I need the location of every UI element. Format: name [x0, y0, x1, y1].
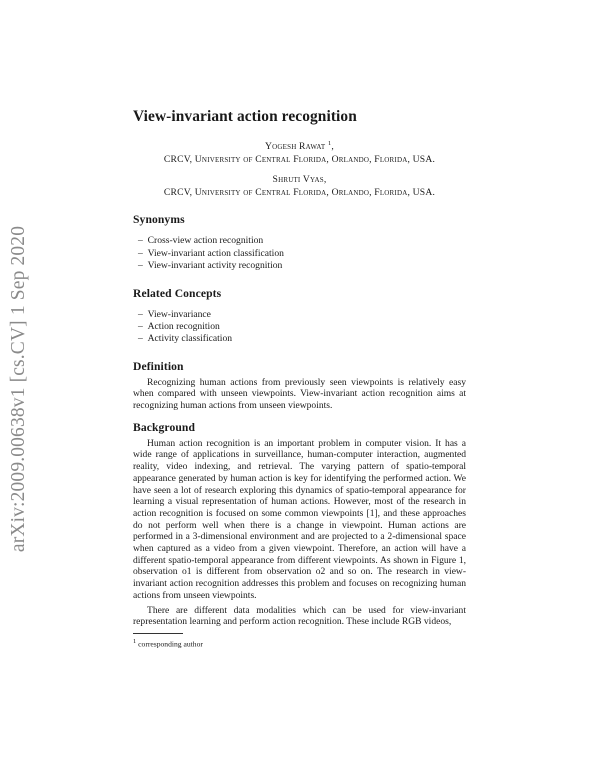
arxiv-watermark [2, 210, 36, 568]
section-background [133, 421, 466, 628]
section-heading: Synonyms [133, 213, 185, 227]
section-heading: Background [133, 420, 195, 434]
section-heading: Related Concepts [133, 286, 222, 300]
author-separator: , [323, 173, 327, 185]
author-separator: , [331, 141, 334, 153]
paper-content [133, 108, 466, 648]
section-related-concepts [133, 287, 466, 346]
author-entry [133, 174, 466, 200]
list-item: – Action recognition [138, 321, 466, 333]
list-item: – Cross-view action recognition [138, 235, 466, 247]
arxiv-id: arXiv:2009.00638v1 [cs.CV] 1 Sep 2020 [8, 225, 29, 553]
body-paragraph: There are different data modalities which can be used for view-invariant representation learning and perform action recognition. These include RGB videos, [133, 604, 466, 628]
list-item: – View-invariant action classification [138, 248, 466, 260]
list-item: – View-invariant activity recognition [138, 260, 466, 272]
author-affiliation: CRCV, University of Central Florida, Orlando, Florida, USA. [163, 186, 436, 198]
section-heading: Definition [133, 359, 184, 373]
footnote-text: corresponding author [138, 639, 203, 649]
list-item: – Activity classification [138, 333, 466, 345]
footnote-divider [133, 633, 183, 634]
paper-title: View-invariant action recognition [133, 108, 357, 125]
related-concepts-list [138, 309, 466, 346]
author-name: Shruti Vyas [272, 173, 324, 185]
author-list [133, 138, 466, 199]
section-synonyms [133, 213, 466, 272]
footnote-marker: 1 [327, 140, 332, 147]
footnote [133, 637, 466, 649]
author-affiliation: CRCV, University of Central Florida, Orlando, Florida, USA. [163, 153, 436, 165]
list-item: – View-invariance [138, 309, 466, 321]
section-definition [133, 360, 466, 412]
author-name: Yogesh Rawat [264, 141, 326, 153]
footnote-marker: 1 [133, 637, 137, 645]
body-paragraph: Human action recognition is an important problem in computer vision. It has a wide range of applications in surveillance, human-computer interaction, augmented reality, video indexing, and retrieval. The varying pattern of spatio-temporal appearance generated by human action is key for identifying the performed action. We have seen a lot of research exploring this dynamics of spatio-temporal appearance for learning a visual representation of human actions. However, most of the research in action recognition is focused on some common viewpoints [1], and these approaches do not perform well when there is a change in viewpoint. Human actions are performed in a 3-dimensional environment and are projected to a 2-dimensional space when captured as a video from a given viewpoint. Therefore, an action will have a different spatio-temporal appearance from different viewpoints. As shown in Figure 1, observation o1 is different from observation o2 and so on. The research in view-invariant action recognition addresses this problem and focuses on recognizing human actions from unseen viewpoints. [133, 437, 466, 601]
author-entry [133, 138, 466, 167]
synonyms-list [138, 235, 466, 272]
definition-paragraph: Recognizing human actions from previously seen viewpoints is relatively easy when compared with unseen viewpoints. View-invariant action recognition aims at recognizing human actions from unseen viewpoints. [133, 376, 466, 411]
